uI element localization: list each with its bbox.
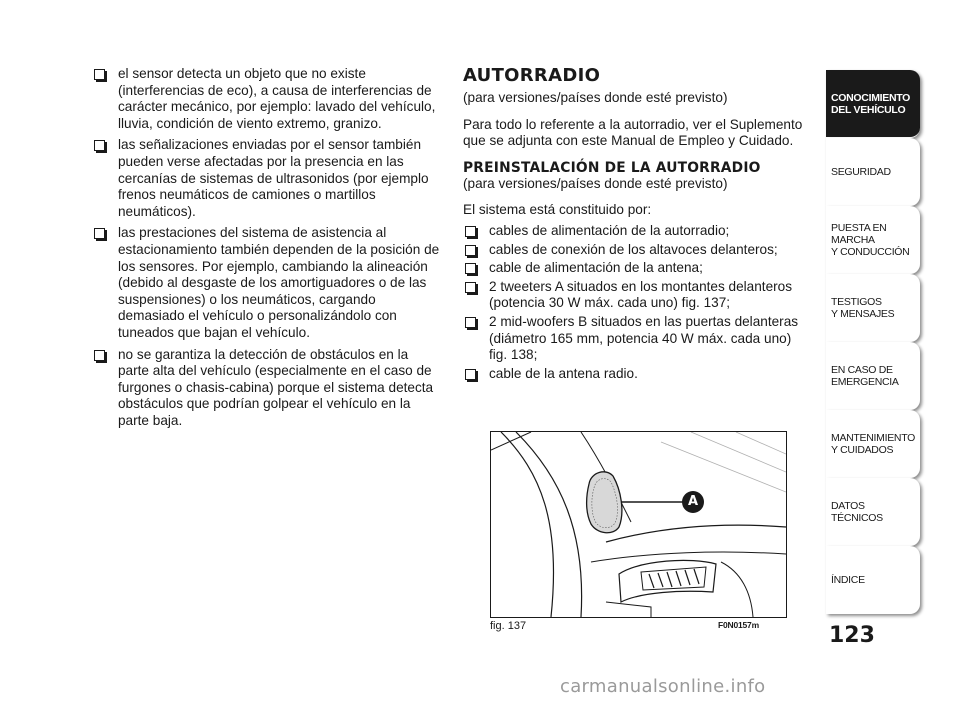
list-item <box>92 137 442 220</box>
tab-datos-tecnicos[interactable] <box>826 478 920 546</box>
list-item-text: 2 tweeters A situados en los montantes delanteros (potencia 30 W máx. cada uno) fig. 137; <box>489 278 793 311</box>
list-item-text: cable de la antena radio. <box>489 365 638 381</box>
figure-137-illustration <box>490 431 787 618</box>
tab-seguridad[interactable] <box>826 138 920 206</box>
tab-label: EN CASO DE EMERGENCIA <box>831 363 899 388</box>
figure-caption: fig. 137 <box>490 620 527 632</box>
callout-a-marker <box>682 491 704 513</box>
list-item-text: cables de conexión de los altavoces delanteros; <box>489 241 778 257</box>
system-intro: El sistema está constituido por: <box>463 202 652 218</box>
list-item <box>463 279 808 312</box>
list-item <box>92 225 442 341</box>
checkbox-bullet-icon <box>465 369 476 380</box>
checkbox-bullet-icon <box>465 282 476 293</box>
left-column <box>92 66 442 434</box>
page-number: 123 <box>829 623 875 648</box>
checkbox-bullet-icon <box>465 263 476 274</box>
list-item-text: las señalizaciones enviadas por el sensor también pueden verse afectadas por la presencia en las cercanías de sistemas de ultrasonidos (por ejemplo frenos neumáticos de camiones o martillos neumáticos). <box>118 137 429 219</box>
tab-label: DATOS TÉCNICOS <box>831 499 883 524</box>
tab-puesta-en-marcha[interactable] <box>826 206 920 274</box>
tweeter-pillar-drawing <box>491 432 786 617</box>
tab-mantenimiento[interactable] <box>826 410 920 478</box>
tab-indice[interactable] <box>826 546 920 614</box>
chapter-tabs <box>826 70 920 614</box>
list-item-text: 2 mid-woofers B situados en las puertas delanteras (diámetro 165 mm, potencia 40 W máx. cada uno) fig. 138; <box>489 313 799 363</box>
list-item <box>92 66 442 132</box>
tab-label: TESTIGOS Y MENSAJES <box>831 295 895 320</box>
checkbox-bullet-icon <box>465 317 476 328</box>
right-column <box>463 66 808 384</box>
list-item <box>463 242 808 259</box>
list-item <box>92 347 442 430</box>
tab-label: PUESTA EN MARCHA Y CONDUCCIÓN <box>831 221 910 258</box>
tab-conocimiento-del-vehiculo[interactable] <box>826 70 920 138</box>
checkbox-bullet-icon <box>94 228 105 239</box>
tab-label: CONOCIMIENTO DEL VEHÍCULO <box>831 91 911 116</box>
heading-note: (para versiones/países donde esté previsto) <box>463 90 728 105</box>
list-item-text: el sensor detecta un objeto que no existe (interferencias de eco), a causa de interferencias de carácter mecánico, por ejemplo: lavado del vehículo, lluvia, condición de viento extremo, granizo. <box>118 66 436 131</box>
list-item <box>463 314 808 364</box>
list-item-text: cable de alimentación de la antena; <box>489 260 703 276</box>
subsection-heading: PREINSTALACIÓN DE LA AUTORRADIO <box>463 159 761 176</box>
list-item-text: cables de alimentación de la autorradio; <box>489 222 730 238</box>
checkbox-bullet-icon <box>465 226 476 237</box>
intro-paragraph: Para todo lo referente a la autorradio, ver el Suplemento que se adjunta con este Manual de Empleo y Cuidado. <box>463 116 803 149</box>
checkbox-bullet-icon <box>94 69 105 80</box>
tab-testigos-y-mensajes[interactable] <box>826 274 920 342</box>
list-item <box>463 366 808 383</box>
checkbox-bullet-icon <box>465 245 476 256</box>
checkbox-bullet-icon <box>94 140 105 151</box>
tab-en-caso-de-emergencia[interactable] <box>826 342 920 410</box>
section-heading: AUTORRADIO <box>463 65 601 86</box>
list-item-text: no se garantiza la detección de obstáculos en la parte alta del vehículo (especialmente en el caso de furgones o chasis-cabina) porque el sistema detecta obstáculos que podrían golpear el vehículo en la parte baja. <box>118 346 434 428</box>
list-item <box>463 260 808 277</box>
tab-label: ÍNDICE <box>831 573 865 586</box>
list-item <box>463 223 808 240</box>
watermark: carmanualsonline.info <box>560 676 766 697</box>
list-item-text: las prestaciones del sistema de asistencia al estacionamiento también dependen de la posición de los sensores. Por ejemplo, cambiando la alineación (debido al desgaste de los amortiguadores o de las suspensiones) o los neumáticos, cargando demasiado el vehículo o personalizándolo con tuneados que bajan el vehículo. <box>118 225 440 340</box>
checkbox-bullet-icon <box>94 350 105 361</box>
figure-code: F0N0157m <box>718 620 759 630</box>
tab-label: SEGURIDAD <box>831 165 891 178</box>
callout-label: A <box>687 494 699 509</box>
tab-label: MANTENIMIENTO Y CUIDADOS <box>831 431 915 456</box>
subheading-note: (para versiones/países donde esté previsto) <box>463 175 728 191</box>
